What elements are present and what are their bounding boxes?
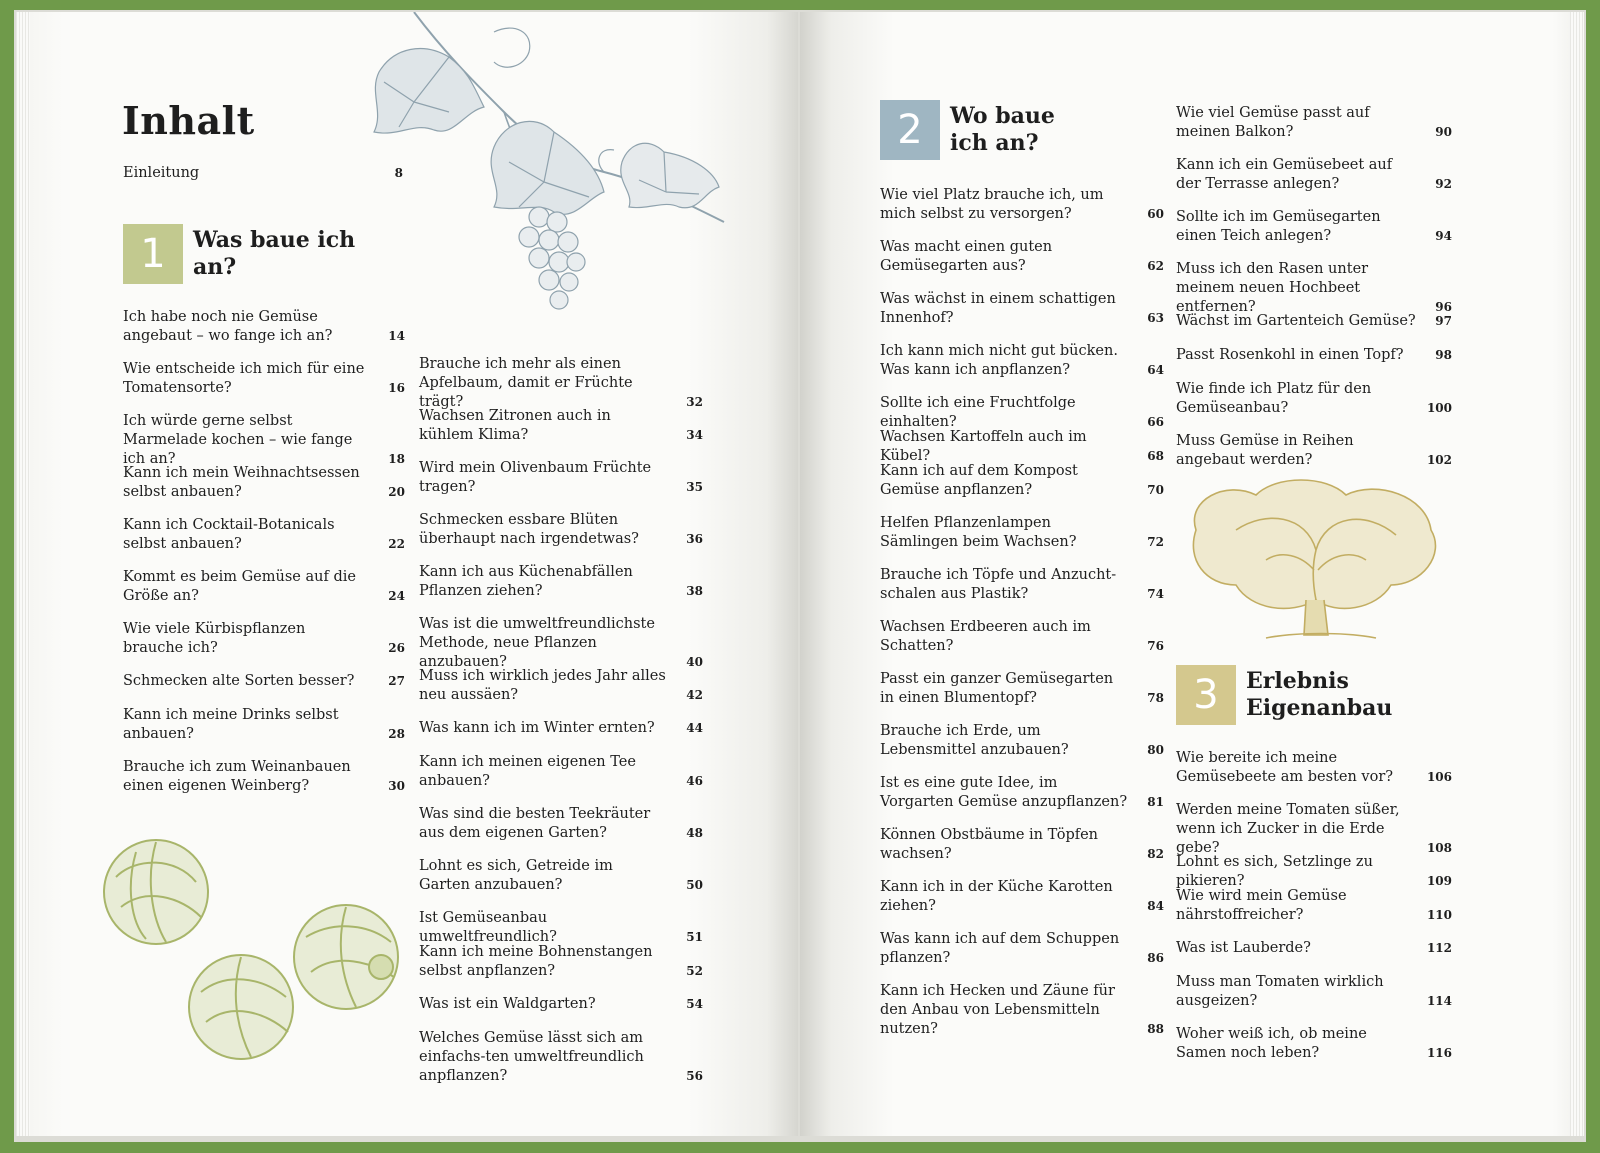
toc-entry: [880, 394, 1164, 432]
toc-question: Kann ich meine Bohnenstangen selbst anpflanzen?: [419, 944, 653, 979]
toc-entry: [1176, 208, 1452, 246]
toc-entry: [1176, 939, 1452, 958]
toc-question: Ist es eine gute Idee, im Vorgarten Gemüse anzupflanzen?: [880, 775, 1128, 810]
toc-page-number: 42: [686, 688, 703, 702]
toc-page-number: 94: [1435, 229, 1452, 243]
toc-question: Sollte ich im Gemüsegarten einen Teich anlegen?: [1176, 209, 1381, 244]
page-edge-left: [16, 12, 30, 1136]
toc-page-number: 14: [388, 329, 405, 343]
toc-question: Werden meine Tomaten süßer, wenn ich Zucker in die Erde gebe?: [1176, 802, 1400, 856]
toc-entry: [1176, 853, 1452, 891]
toc-page-number: 52: [686, 964, 703, 978]
toc-question: Kommt es beim Gemüse auf die Größe an?: [123, 569, 356, 604]
toc-question: Brauche ich Töpfe und Anzucht-schalen aus Plastik?: [880, 567, 1117, 602]
toc-entry: [880, 722, 1164, 760]
toc-page-number: 84: [1147, 899, 1164, 913]
toc-page-number: 50: [686, 878, 703, 892]
toc-question: Muss ich den Rasen unter meinem neuen Hochbeet entfernen?: [1176, 261, 1369, 315]
chapter-number-badge: 2: [880, 100, 940, 160]
toc-entry: [419, 459, 703, 497]
toc-entry: [123, 412, 405, 469]
toc-page-number: 109: [1426, 874, 1452, 888]
toc-question: Wie entscheide ich mich für eine Tomatensorte?: [123, 361, 365, 396]
toc-question: Kann ich aus Küchenabfällen Pflanzen ziehen?: [419, 564, 633, 599]
toc-entry: [1176, 380, 1452, 418]
toc-entry: [123, 464, 405, 502]
toc-entry: [880, 670, 1164, 708]
toc-question: Wachsen Zitronen auch in kühlem Klima?: [419, 408, 611, 443]
toc-entry: [1176, 749, 1452, 787]
toc-page-number: 30: [388, 779, 405, 793]
toc-question: Ist Gemüseanbau umweltfreundlich?: [419, 910, 557, 945]
toc-entry: [880, 238, 1164, 276]
right-page: [800, 12, 1584, 1136]
toc-question: Können Obstbäume in Töpfen wachsen?: [880, 827, 1099, 862]
toc-page-number: 66: [1147, 415, 1164, 429]
toc-page-number: 76: [1147, 639, 1164, 653]
toc-question: Ich würde gerne selbst Marmelade kochen – wie fange ich an?: [123, 413, 353, 467]
toc-entry: [1176, 260, 1452, 317]
toc-question: Schmecken essbare Blüten überhaupt nach irgendetwas?: [419, 512, 639, 547]
toc-entry: [1176, 104, 1452, 142]
toc-question: Ich habe noch nie Gemüse angebaut – wo fange ich an?: [123, 309, 333, 344]
toc-page-number: 96: [1435, 300, 1452, 314]
toc-page-number: 70: [1147, 483, 1164, 497]
toc-page-number: 46: [686, 774, 703, 788]
toc-question: Was kann ich auf dem Schuppen pflanzen?: [880, 931, 1120, 966]
toc-question: Was kann ich im Winter ernten?: [419, 720, 655, 736]
toc-page-number: 51: [686, 930, 703, 944]
toc-page-number: 92: [1435, 177, 1452, 191]
toc-page-number: 88: [1147, 1022, 1164, 1036]
toc-entry: [880, 826, 1164, 864]
toc-question: Muss man Tomaten wirklich ausgeizen?: [1176, 974, 1384, 1009]
toc-entry: [880, 290, 1164, 328]
toc-question: Brauche ich mehr als einen Apfelbaum, damit er Früchte trägt?: [419, 356, 633, 410]
toc-entry: [419, 719, 703, 738]
toc-entry: [1176, 887, 1452, 925]
toc-question: Passt Rosenkohl in einen Topf?: [1176, 347, 1404, 363]
toc-question: Brauche ich Erde, um Lebensmittel anzubauen?: [880, 723, 1069, 758]
toc-question: Schmecken alte Sorten besser?: [123, 673, 355, 689]
toc-question: Brauche ich zum Weinanbauen einen eigenen Weinberg?: [123, 759, 351, 794]
toc-question: Kann ich auf dem Kompost Gemüse anpflanzen?: [880, 463, 1078, 498]
toc-entry: [419, 943, 703, 981]
toc-page-number: 38: [686, 584, 703, 598]
toc-question: Wie viel Gemüse passt auf meinen Balkon?: [1176, 105, 1370, 140]
chapter-title: Was baue ich an?: [193, 227, 356, 280]
toc-page-number: 20: [388, 485, 405, 499]
toc-entry: [880, 428, 1164, 466]
toc-page-number: 40: [686, 655, 703, 669]
toc-page-number: 32: [686, 395, 703, 409]
chapter-1-heading: [123, 224, 363, 284]
toc-question: Einleitung: [123, 165, 200, 181]
toc-question: Was ist ein Waldgarten?: [419, 996, 596, 1012]
toc-question: Lohnt es sich, Setzlinge zu pikieren?: [1176, 854, 1373, 889]
toc-page-number: 98: [1435, 348, 1452, 362]
toc-question: Muss ich wirklich jedes Jahr alles neu aussäen?: [419, 668, 666, 703]
toc-question: Wie finde ich Platz für den Gemüseanbau?: [1176, 381, 1372, 416]
toc-page-number: 78: [1147, 691, 1164, 705]
chapter-title: Wo baue ich an?: [950, 103, 1055, 156]
toc-page-number: 48: [686, 826, 703, 840]
toc-page-number: 68: [1147, 449, 1164, 463]
toc-question: Wachsen Erdbeeren auch im Schatten?: [880, 619, 1091, 654]
toc-page-number: 62: [1147, 259, 1164, 273]
toc-entry: [1176, 346, 1452, 365]
toc-question: Was macht einen guten Gemüsegarten aus?: [880, 239, 1053, 274]
toc-question: Was sind die besten Teekräuter aus dem eigenen Garten?: [419, 806, 651, 841]
toc-entry: [1176, 432, 1452, 470]
toc-page-number: 16: [388, 381, 405, 395]
toc-page-number: 56: [686, 1069, 703, 1083]
toc-entry: [123, 516, 405, 554]
chapter-3-heading: [1176, 665, 1416, 725]
toc-entry: [880, 982, 1164, 1039]
toc-entry: [419, 857, 703, 895]
toc-entry: [419, 355, 703, 412]
toc-page-number: 114: [1426, 994, 1452, 1008]
toc-entry: [880, 342, 1164, 380]
toc-page-number: 81: [1147, 795, 1164, 809]
toc-entry: [1176, 312, 1452, 331]
toc-entry: [880, 878, 1164, 916]
toc-question: Kann ich mein Weihnachtsessen selbst anbauen?: [123, 465, 360, 500]
toc-entry: [419, 753, 703, 791]
toc-entry: [123, 308, 405, 346]
toc-entry: [419, 909, 703, 947]
toc-entry: [123, 360, 405, 398]
toc-entry: [880, 618, 1164, 656]
toc-page-number: 27: [388, 674, 405, 688]
toc-page-number: 44: [686, 721, 703, 735]
toc-question: Kann ich meinen eigenen Tee anbauen?: [419, 754, 636, 789]
toc-entry: [1176, 973, 1452, 1011]
toc-page-number: 63: [1147, 311, 1164, 325]
chapter-number-badge: 1: [123, 224, 183, 284]
toc-question: Kann ich Hecken und Zäune für den Anbau von Lebensmitteln nutzen?: [880, 983, 1115, 1037]
toc-entry: [1176, 156, 1452, 194]
toc-page-number: 106: [1426, 770, 1452, 784]
toc-page-number: 116: [1426, 1046, 1452, 1060]
toc-question: Was wächst in einem schattigen Innenhof?: [880, 291, 1116, 326]
toc-page-number: 34: [686, 428, 703, 442]
toc-question: Woher weiß ich, ob meine Samen noch leben?: [1176, 1026, 1367, 1061]
toc-question: Welches Gemüse lässt sich am einfachs-ten umweltfreundlich anpflanzen?: [419, 1030, 644, 1084]
toc-question: Wie wird mein Gemüse nährstoffreicher?: [1176, 888, 1347, 923]
left-page: [16, 12, 798, 1136]
toc-page-number: 108: [1426, 841, 1452, 855]
toc-entry: [1176, 801, 1452, 858]
toc-entry: [123, 758, 405, 796]
toc-entry: [123, 568, 405, 606]
toc-question: Wachsen Kartoffeln auch im Kübel?: [880, 429, 1087, 464]
chapter-2-heading: [880, 100, 1060, 160]
toc-entry: [880, 566, 1164, 604]
toc-page-number: 64: [1147, 363, 1164, 377]
toc-page-number: 74: [1147, 587, 1164, 601]
toc-page-number: 82: [1147, 847, 1164, 861]
toc-question: Kann ich in der Küche Karotten ziehen?: [880, 879, 1113, 914]
toc-question: Wird mein Olivenbaum Früchte tragen?: [419, 460, 652, 495]
open-book: [14, 10, 1586, 1142]
toc-question: Kann ich meine Drinks selbst anbauen?: [123, 707, 339, 742]
page-title: Inhalt: [122, 98, 255, 143]
toc-entry: [123, 706, 405, 744]
cabbage-illustration: [1176, 470, 1456, 650]
toc-page-number: 86: [1147, 951, 1164, 965]
toc-page-number: 102: [1426, 453, 1452, 467]
toc-question: Sollte ich eine Fruchtfolge einhalten?: [880, 395, 1076, 430]
toc-page-number: 24: [388, 589, 405, 603]
toc-question: Muss Gemüse in Reihen angebaut werden?: [1176, 433, 1354, 468]
toc-entry: [419, 615, 703, 672]
toc-page-number: 72: [1147, 535, 1164, 549]
toc-question: Helfen Pflanzenlampen Sämlingen beim Wachsen?: [880, 515, 1077, 550]
toc-page-number: 28: [388, 727, 405, 741]
brussels-sprouts-illustration: [96, 827, 416, 1067]
toc-question: Was ist die umweltfreundlichste Methode, neue Pflanzen anzubauen?: [419, 616, 655, 670]
toc-question: Kann ich ein Gemüsebeet auf der Terrasse anlegen?: [1176, 157, 1393, 192]
toc-question: Was ist Lauberde?: [1176, 940, 1311, 956]
toc-page-number: 8: [394, 166, 403, 180]
toc-entry: [419, 563, 703, 601]
toc-page-number: 80: [1147, 743, 1164, 757]
chapter-number-badge: 3: [1176, 665, 1236, 725]
toc-entry: [419, 407, 703, 445]
toc-page-number: 54: [686, 997, 703, 1011]
toc-entry: [419, 1029, 703, 1086]
toc-question: Lohnt es sich, Getreide im Garten anzubauen?: [419, 858, 613, 893]
toc-page-number: 100: [1426, 401, 1452, 415]
toc-page-number: 97: [1435, 314, 1452, 328]
toc-entry: [123, 620, 405, 658]
toc-page-number: 18: [388, 452, 405, 466]
toc-entry: [1176, 1025, 1452, 1063]
toc-question: Wächst im Gartenteich Gemüse?: [1176, 313, 1416, 329]
toc-page-number: 60: [1147, 207, 1164, 221]
toc-question: Ich kann mich nicht gut bücken. Was kann ich anpflanzen?: [880, 343, 1118, 378]
toc-page-number: 90: [1435, 125, 1452, 139]
page-edge-right: [1570, 12, 1584, 1136]
toc-entry: [419, 511, 703, 549]
toc-page-number: 36: [686, 532, 703, 546]
toc-page-number: 26: [388, 641, 405, 655]
toc-question: Wie viel Platz brauche ich, um mich selbst zu versorgen?: [880, 187, 1104, 222]
toc-question: Passt ein ganzer Gemüsegarten in einen Blumentopf?: [880, 671, 1114, 706]
toc-entry: [419, 805, 703, 843]
toc-question: Wie viele Kürbispflanzen brauche ich?: [123, 621, 306, 656]
toc-entry: [419, 667, 703, 705]
toc-entry: [419, 995, 703, 1014]
chapter-title: Erlebnis Eigenanbau: [1246, 668, 1393, 721]
toc-entry: [123, 672, 405, 691]
toc-question: Wie bereite ich meine Gemüsebeete am besten vor?: [1176, 750, 1394, 785]
toc-page-number: 110: [1426, 908, 1452, 922]
toc-entry: [880, 462, 1164, 500]
toc-page-number: 35: [686, 480, 703, 494]
toc-entry: [880, 774, 1164, 812]
toc-entry: [880, 186, 1164, 224]
toc-entry: [880, 514, 1164, 552]
toc-question: Kann ich Cocktail-Botanicals selbst anbauen?: [123, 517, 335, 552]
toc-page-number: 112: [1426, 941, 1452, 955]
toc-entry: [880, 930, 1164, 968]
toc-page-number: 22: [388, 537, 405, 551]
grape-vine-illustration: [354, 12, 754, 332]
